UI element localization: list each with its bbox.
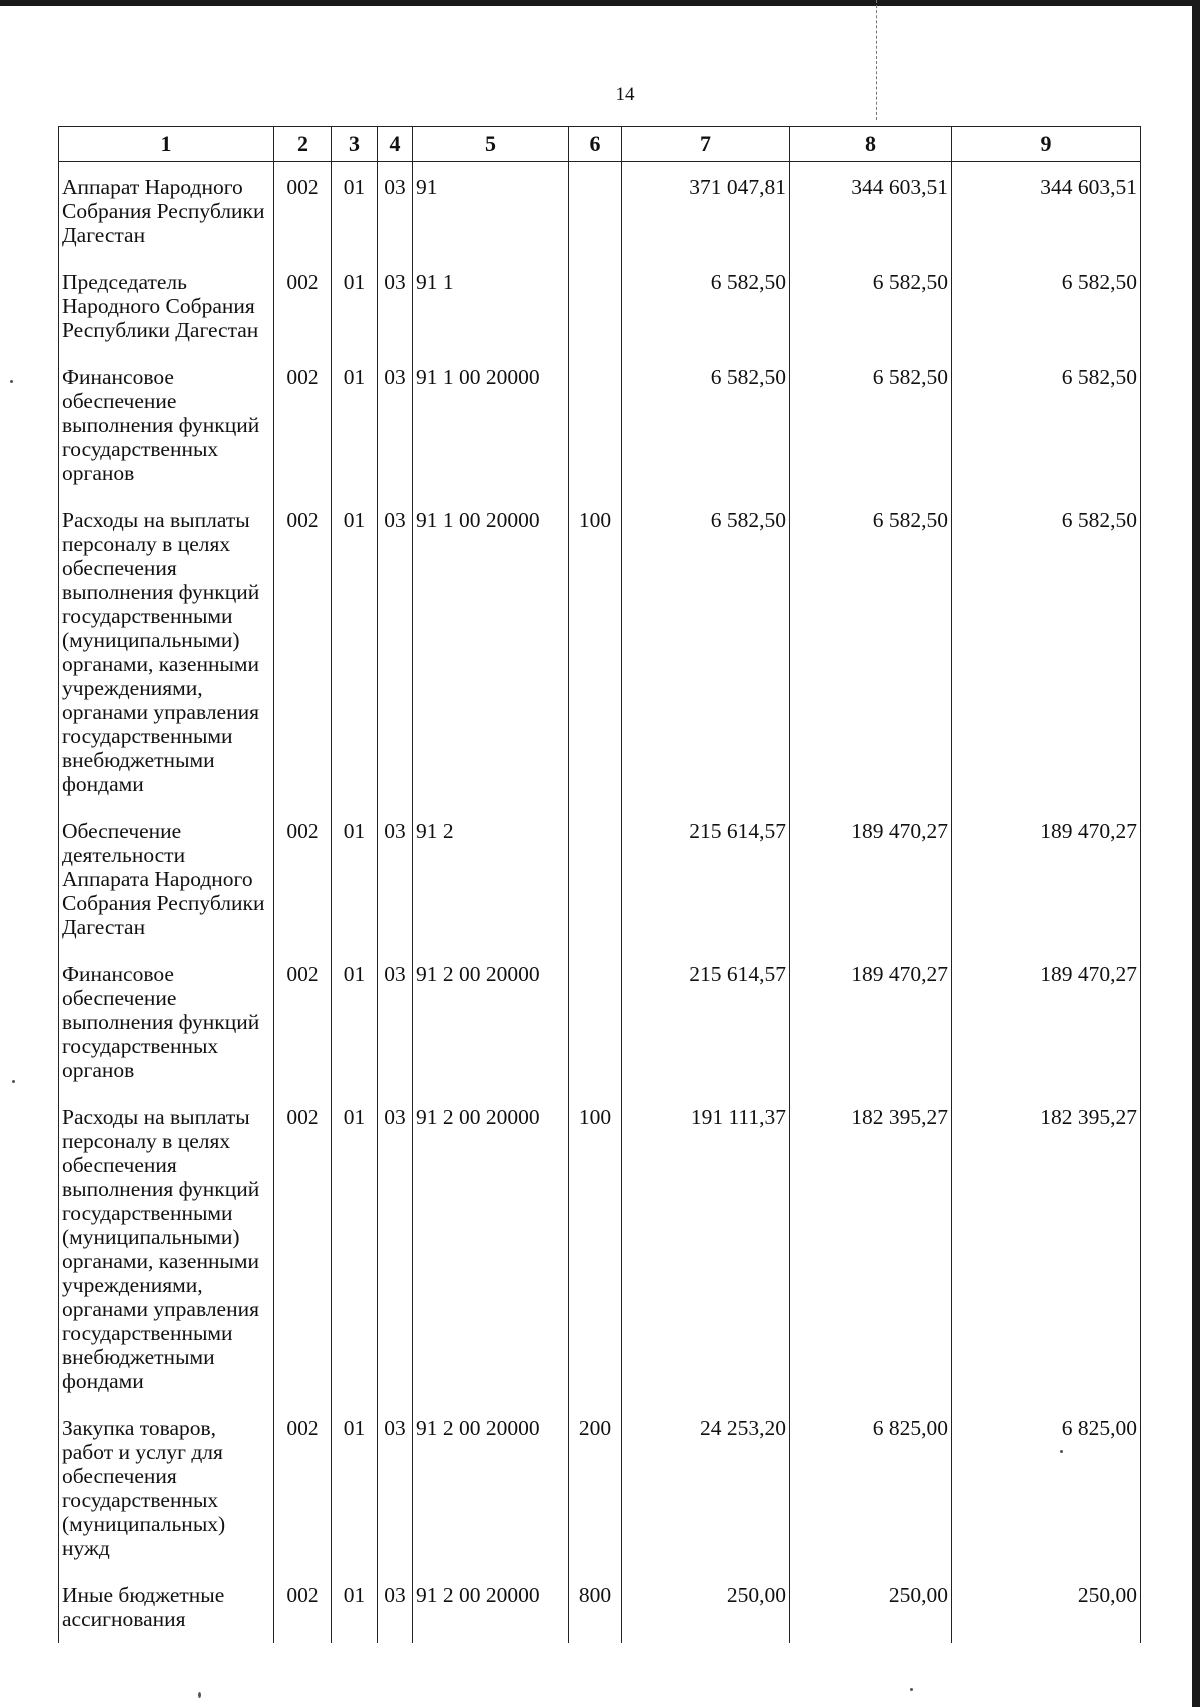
row-target-code: 91: [413, 162, 569, 258]
row-amount-col9: 189 470,27: [952, 806, 1141, 949]
row-target-code: 91 2 00 20000: [413, 1092, 569, 1403]
row-code-section: 01: [332, 806, 378, 949]
row-amount-col7: 250,00: [622, 1570, 790, 1643]
row-amount-col8: 6 582,50: [790, 495, 952, 806]
row-amount-col8: 6 582,50: [790, 257, 952, 352]
row-amount-col9: 344 603,51: [952, 162, 1141, 258]
row-amount-col8: 182 395,27: [790, 1092, 952, 1403]
scan-border-right: [1192, 0, 1200, 1707]
row-amount-col7: 6 582,50: [622, 257, 790, 352]
row-name: Финансовое обеспечение выполнения функций государственных органов: [59, 352, 274, 495]
row-code-grbs: 002: [274, 495, 332, 806]
row-amount-col8: 250,00: [790, 1570, 952, 1643]
budget-table-container: [58, 126, 1140, 1643]
row-code-grbs: 002: [274, 949, 332, 1092]
row-name: Финансовое обеспечение выполнения функций государственных органов: [59, 949, 274, 1092]
row-amount-col9: 250,00: [952, 1570, 1141, 1643]
row-name: Закупка товаров, работ и услуг для обеспечения государственных (муниципальных) нужд: [59, 1403, 274, 1570]
row-amount-col8: 344 603,51: [790, 162, 952, 258]
row-name: Председатель Народного Собрания Республики Дагестан: [59, 257, 274, 352]
row-code-grbs: 002: [274, 1092, 332, 1403]
row-amount-col9: 182 395,27: [952, 1092, 1141, 1403]
row-name: Обеспечение деятельности Аппарата Народного Собрания Республики Дагестан: [59, 806, 274, 949]
scan-border-top: [0, 0, 1200, 6]
header-col-9: 9: [952, 127, 1141, 162]
table-header-row: [59, 127, 1141, 162]
row-name: Аппарат Народного Собрания Республики Дагестан: [59, 162, 274, 258]
row-expense-type: 100: [569, 1092, 622, 1403]
row-amount-col7: 191 111,37: [622, 1092, 790, 1403]
row-code-subsection: 03: [378, 1092, 413, 1403]
row-expense-type: [569, 949, 622, 1092]
table-row: [59, 162, 1141, 258]
page-number: 14: [615, 84, 635, 105]
header-col-8: 8: [790, 127, 952, 162]
row-amount-col7: 215 614,57: [622, 949, 790, 1092]
row-amount-col9: 6 825,00: [952, 1403, 1141, 1570]
row-amount-col7: 6 582,50: [622, 352, 790, 495]
header-col-7: 7: [622, 127, 790, 162]
table-row: [59, 257, 1141, 352]
row-code-subsection: 03: [378, 495, 413, 806]
row-target-code: 91 2 00 20000: [413, 949, 569, 1092]
row-code-subsection: 03: [378, 949, 413, 1092]
row-name: Расходы на выплаты персоналу в целях обеспечения выполнения функций государственными (муниципальными) органами, казенными учреждениями, органами управления государственными внебюджетными фондами: [59, 495, 274, 806]
table-row: [59, 495, 1141, 806]
row-expense-type: [569, 162, 622, 258]
row-expense-type: 200: [569, 1403, 622, 1570]
table-row: [59, 806, 1141, 949]
row-amount-col9: 6 582,50: [952, 352, 1141, 495]
row-amount-col7: 215 614,57: [622, 806, 790, 949]
row-code-subsection: 03: [378, 257, 413, 352]
budget-table: [58, 126, 1141, 1643]
table-row: [59, 352, 1141, 495]
row-code-grbs: 002: [274, 1570, 332, 1643]
row-code-subsection: 03: [378, 1403, 413, 1570]
row-name: Иные бюджетные ассигнования: [59, 1570, 274, 1643]
row-code-section: 01: [332, 1092, 378, 1403]
row-code-section: 01: [332, 1403, 378, 1570]
row-code-grbs: 002: [274, 352, 332, 495]
table-row: [59, 1092, 1141, 1403]
row-code-section: 01: [332, 257, 378, 352]
row-code-grbs: 002: [274, 162, 332, 258]
row-amount-col8: 189 470,27: [790, 806, 952, 949]
table-row: [59, 1570, 1141, 1643]
row-amount-col8: 6 825,00: [790, 1403, 952, 1570]
header-col-5: 5: [413, 127, 569, 162]
header-col-4: 4: [378, 127, 413, 162]
row-amount-col8: 6 582,50: [790, 352, 952, 495]
row-code-section: 01: [332, 162, 378, 258]
header-col-1: 1: [59, 127, 274, 162]
row-code-subsection: 03: [378, 1570, 413, 1643]
header-col-6: 6: [569, 127, 622, 162]
row-expense-type: 800: [569, 1570, 622, 1643]
scan-fold-line: [876, 0, 877, 120]
row-target-code: 91 2 00 20000: [413, 1403, 569, 1570]
scan-speck: [910, 1688, 913, 1691]
row-expense-type: 100: [569, 495, 622, 806]
row-code-section: 01: [332, 495, 378, 806]
scan-speck: [10, 380, 13, 383]
row-code-grbs: 002: [274, 257, 332, 352]
row-code-section: 01: [332, 352, 378, 495]
row-amount-col9: 6 582,50: [952, 495, 1141, 806]
row-code-subsection: 03: [378, 162, 413, 258]
row-amount-col7: 24 253,20: [622, 1403, 790, 1570]
scan-speck: [1060, 1450, 1063, 1453]
scan-speck: [12, 1080, 15, 1083]
row-code-grbs: 002: [274, 806, 332, 949]
header-col-3: 3: [332, 127, 378, 162]
row-amount-col7: 371 047,81: [622, 162, 790, 258]
row-target-code: 91 2: [413, 806, 569, 949]
row-code-subsection: 03: [378, 352, 413, 495]
row-expense-type: [569, 257, 622, 352]
row-name: Расходы на выплаты персоналу в целях обеспечения выполнения функций государственными (муниципальными) органами, казенными учреждениями, органами управления государственными внебюджетными фондами: [59, 1092, 274, 1403]
row-code-section: 01: [332, 1570, 378, 1643]
row-amount-col8: 189 470,27: [790, 949, 952, 1092]
row-code-section: 01: [332, 949, 378, 1092]
row-amount-col7: 6 582,50: [622, 495, 790, 806]
row-code-subsection: 03: [378, 806, 413, 949]
row-target-code: 91 1 00 20000: [413, 352, 569, 495]
header-col-2: 2: [274, 127, 332, 162]
row-amount-col9: 6 582,50: [952, 257, 1141, 352]
row-target-code: 91 1: [413, 257, 569, 352]
table-row: [59, 1403, 1141, 1570]
scan-speck: [198, 1692, 201, 1698]
row-expense-type: [569, 806, 622, 949]
row-target-code: 91 2 00 20000: [413, 1570, 569, 1643]
row-amount-col9: 189 470,27: [952, 949, 1141, 1092]
row-expense-type: [569, 352, 622, 495]
table-row: [59, 949, 1141, 1092]
row-target-code: 91 1 00 20000: [413, 495, 569, 806]
row-code-grbs: 002: [274, 1403, 332, 1570]
